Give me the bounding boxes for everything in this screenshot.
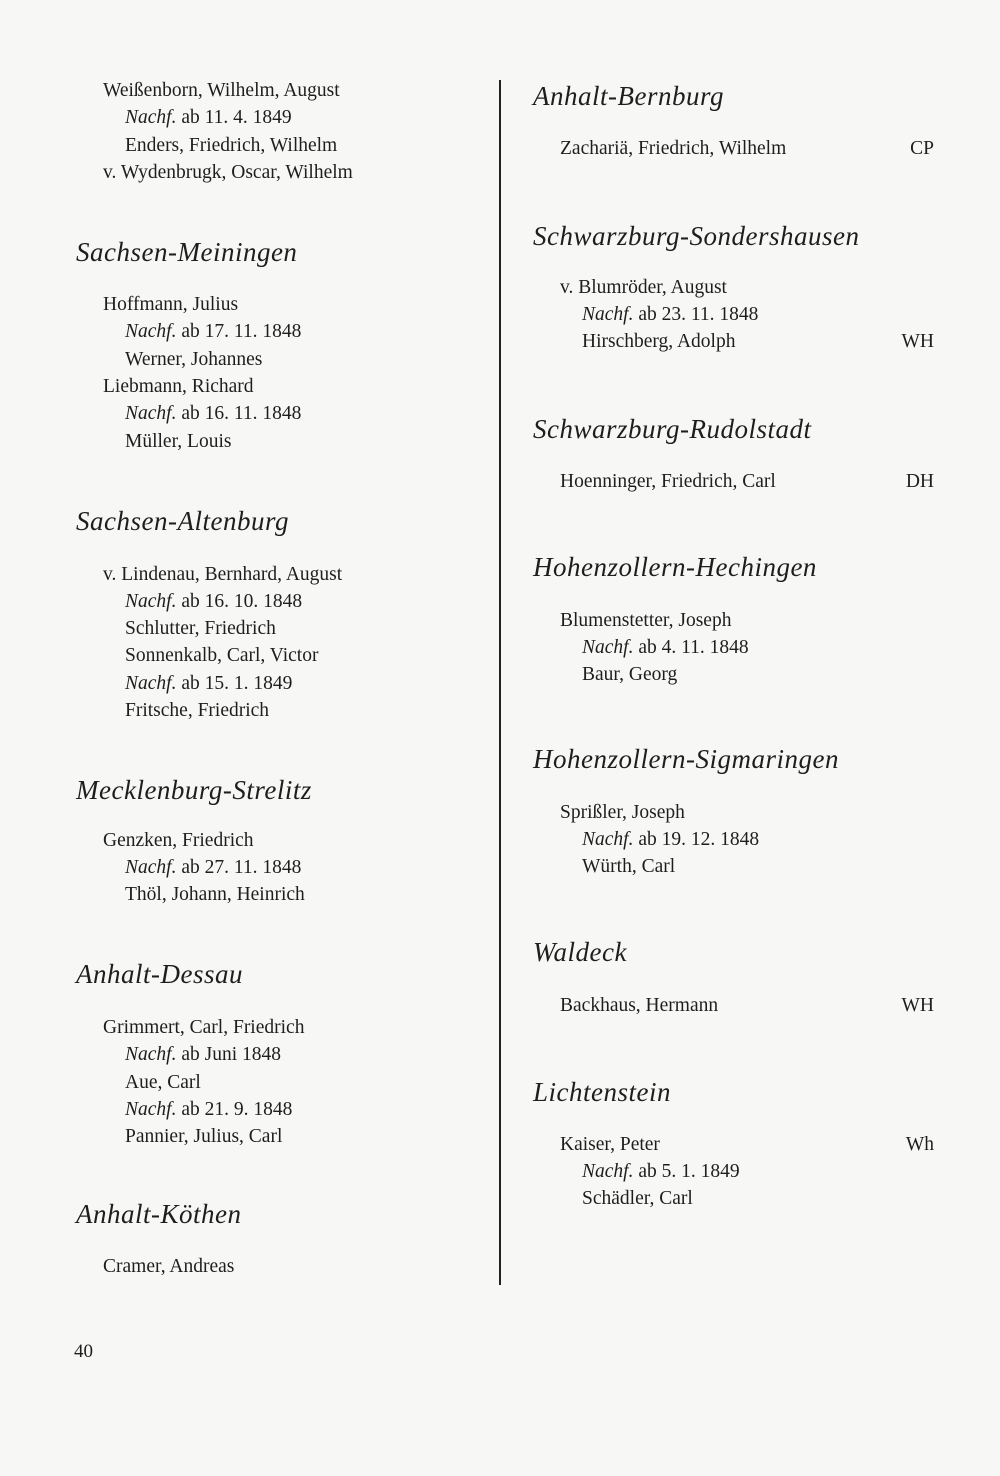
state-heading: Sachsen-Meiningen — [76, 237, 298, 267]
member-name: Baur, Georg — [582, 664, 678, 685]
nachf-label: Nachf. — [582, 304, 634, 325]
successor-line — [582, 303, 758, 327]
state-heading: Hohenzollern-Sigmaringen — [533, 744, 839, 774]
successor-line — [125, 856, 301, 880]
nachf-label: Nachf. — [125, 403, 177, 424]
successor-date: ab Juni 1848 — [181, 1044, 282, 1065]
successor-date: ab 16. 10. 1848 — [181, 591, 303, 612]
member-name: Backhaus, Hermann — [560, 995, 719, 1016]
member-name: Schlutter, Friedrich — [125, 618, 276, 639]
successor-date: ab 21. 9. 1848 — [181, 1099, 293, 1120]
state-heading: Lichtenstein — [533, 1077, 671, 1107]
state-heading: Anhalt-Köthen — [76, 1199, 242, 1229]
state-heading: Anhalt-Dessau — [76, 959, 243, 989]
state-heading: Schwarzburg-Rudolstadt — [533, 414, 812, 444]
state-heading: Waldeck — [533, 937, 627, 967]
member-name: Enders, Friedrich, Wilhelm — [125, 135, 338, 156]
state-heading: Hohenzollern-Hechingen — [533, 552, 817, 582]
successor-line — [125, 590, 302, 614]
successor-line — [582, 828, 759, 852]
successor-line — [125, 106, 292, 130]
party-abbrev: DH — [905, 471, 934, 492]
successor-date: ab 19. 12. 1848 — [638, 829, 760, 850]
successor-date: ab 17. 11. 1848 — [181, 321, 302, 342]
party-abbrev: WH — [901, 995, 934, 1016]
nachf-label: Nachf. — [125, 1099, 177, 1120]
nachf-label: Nachf. — [582, 829, 634, 850]
member-name: Genzken, Friedrich — [103, 830, 254, 851]
member-name: Hoffmann, Julius — [103, 294, 239, 315]
nachf-label: Nachf. — [582, 1161, 634, 1182]
successor-line — [125, 320, 301, 344]
successor-line — [125, 402, 301, 426]
successor-date: ab 11. 4. 1849 — [181, 107, 292, 128]
member-name: Hoenninger, Friedrich, Carl — [560, 471, 776, 492]
member-name: Liebmann, Richard — [103, 376, 254, 397]
successor-line — [582, 1160, 740, 1184]
successor-line — [125, 1098, 292, 1122]
member-name: Thöl, Johann, Heinrich — [125, 884, 305, 905]
successor-date: ab 5. 1. 1849 — [638, 1161, 740, 1182]
successor-date: ab 16. 11. 1848 — [181, 403, 302, 424]
nachf-label: Nachf. — [125, 107, 177, 128]
successor-line — [125, 672, 292, 696]
member-name: Hirschberg, Adolph — [582, 331, 736, 352]
member-name: v. Wydenbrugk, Oscar, Wilhelm — [103, 162, 353, 183]
successor-line — [125, 1043, 281, 1067]
member-name: Werner, Johannes — [125, 349, 263, 370]
party-abbrev: Wh — [905, 1134, 934, 1155]
member-name: v. Lindenau, Bernhard, August — [103, 564, 343, 585]
state-heading: Mecklenburg-Strelitz — [76, 775, 312, 805]
member-name: Cramer, Andreas — [103, 1256, 235, 1277]
member-name: Zachariä, Friedrich, Wilhelm — [560, 138, 787, 159]
successor-date: ab 27. 11. 1848 — [181, 857, 302, 878]
nachf-label: Nachf. — [125, 591, 177, 612]
state-heading: Sachsen-Altenburg — [76, 506, 289, 536]
state-heading: Schwarzburg-Sondershausen — [533, 221, 860, 251]
member-name: v. Blumröder, August — [560, 277, 727, 298]
party-abbrev: CP — [910, 138, 934, 159]
successor-line — [582, 636, 749, 660]
member-name: Fritsche, Friedrich — [125, 700, 270, 721]
column-divider — [499, 80, 501, 1285]
successor-date: ab 15. 1. 1849 — [181, 673, 293, 694]
nachf-label: Nachf. — [125, 1044, 177, 1065]
member-name: Müller, Louis — [125, 431, 232, 452]
member-name: Würth, Carl — [582, 856, 676, 877]
nachf-label: Nachf. — [125, 321, 177, 342]
member-name: Pannier, Julius, Carl — [125, 1126, 283, 1147]
party-abbrev: WH — [901, 331, 934, 352]
successor-date: ab 4. 11. 1848 — [638, 637, 749, 658]
nachf-label: Nachf. — [125, 857, 177, 878]
page-number: 40 — [74, 1341, 93, 1362]
successor-date: ab 23. 11. 1848 — [638, 304, 759, 325]
member-name: Blumenstetter, Joseph — [560, 610, 732, 631]
member-name: Aue, Carl — [125, 1072, 201, 1093]
member-name: Sonnenkalb, Carl, Victor — [125, 645, 319, 666]
member-name: Kaiser, Peter — [560, 1134, 660, 1155]
nachf-label: Nachf. — [125, 673, 177, 694]
state-heading: Anhalt-Bernburg — [533, 81, 724, 111]
member-name: Grimmert, Carl, Friedrich — [103, 1017, 305, 1038]
member-name: Weißenborn, Wilhelm, August — [103, 80, 340, 101]
member-name: Schädler, Carl — [582, 1188, 693, 1209]
nachf-label: Nachf. — [582, 637, 634, 658]
member-name: Sprißler, Joseph — [560, 802, 685, 823]
